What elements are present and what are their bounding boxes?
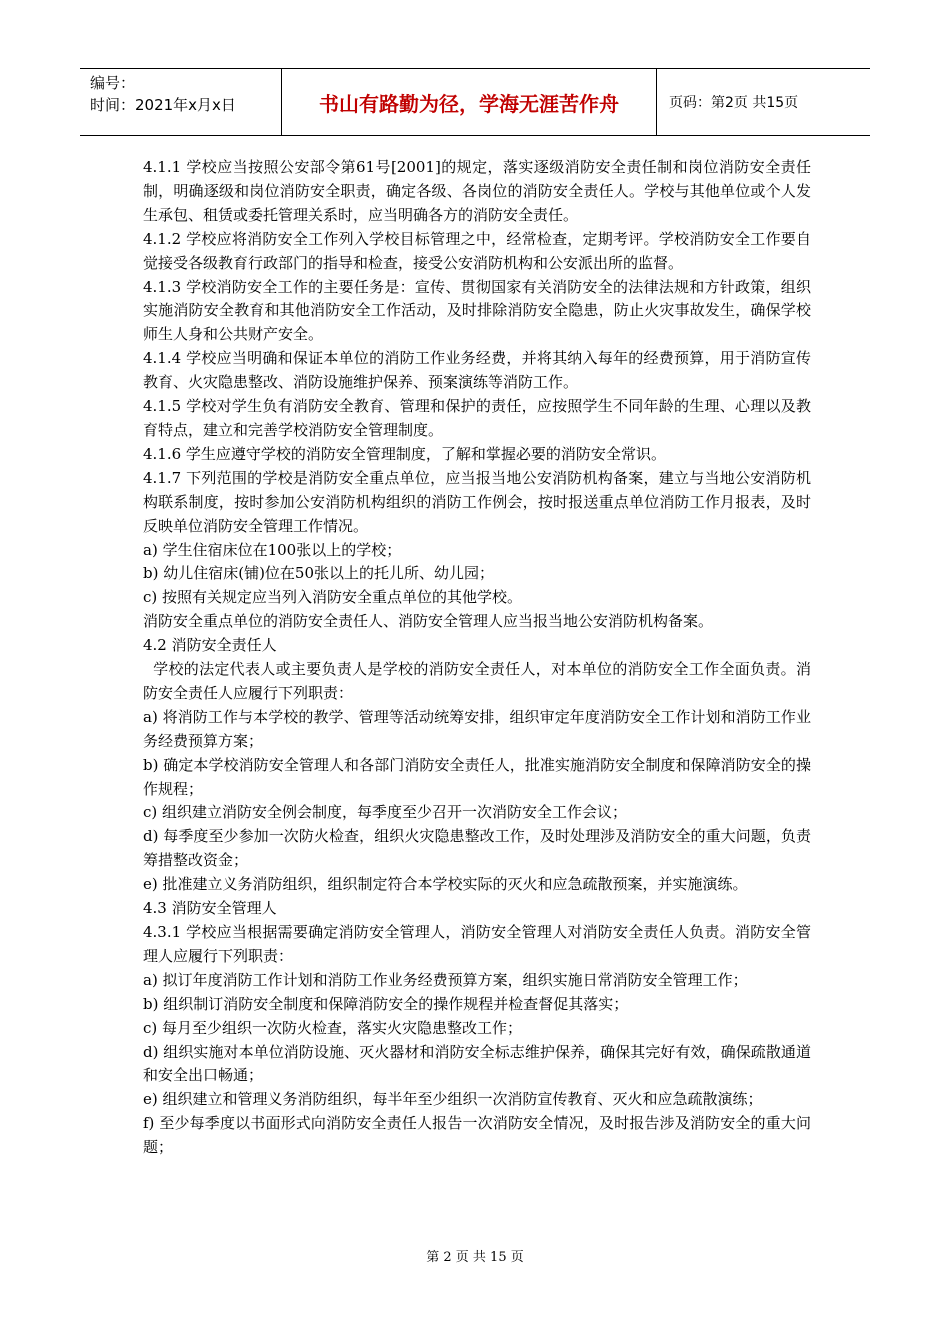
paragraph: 4.1.5 学校对学生负有消防安全教育、管理和保护的责任，应按照学生不同年龄的生理、心理以及教育特点，建立和完善学校消防安全管理制度。 [143, 397, 811, 439]
list-item: b) 确定本学校消防安全管理人和各部门消防安全责任人，批准实施消防安全制度和保障消防安全的操作规程； [143, 755, 811, 798]
paragraph: 4.1.2 学校应将消防安全工作列入学校目标管理之中，经常检查，定期考评。学校消防安全工作要自觉接受各级教育行政部门的指导和检查，接受公安消防机构和公安派出所的监督。 [143, 229, 811, 272]
list-item: a) 将消防工作与本学校的教学、管理等活动统筹安排，组织审定年度消防安全工作计划和消防工作业务经费预算方案； [143, 707, 811, 750]
list-item: c) 按照有关规定应当列入消防安全重点单位的其他学校。 [143, 588, 523, 607]
document-code-label: 编号： [90, 74, 136, 92]
list-item: e) 批准建立义务消防组织，组织制定符合本学校实际的灭火和应急疏散预案，并实施演练。 [143, 875, 748, 894]
paragraph: 消防安全重点单位的消防安全责任人、消防安全管理人应当报当地公安消防机构备案。 [143, 612, 714, 631]
page-header [80, 68, 870, 136]
list-item: d) 每季度至少参加一次防火检查，组织火灾隐患整改工作，及时处理涉及消防安全的重大问题，负责筹措整改资金； [143, 827, 811, 870]
list-item: c) 每月至少组织一次防火检查，落实火灾隐患整改工作； [143, 1018, 523, 1037]
list-item: a) 学生住宿床位在100张以上的学校； [143, 540, 402, 559]
section-heading: 4.3 消防安全管理人 [143, 899, 277, 918]
paragraph: 4.1.7 下列范围的学校是消防安全重点单位，应当报当地公安消防机构备案，建立与当地公安消防机构联系制度，按时参加公安消防机构组织的消防工作例会，按时报送重点单位消防工作月报表，及时反映单位消防安全管理工作情况。 [143, 468, 811, 535]
list-item: a) 拟订年度消防工作计划和消防工作业务经费预算方案，组织实施日常消防安全管理工作； [143, 970, 748, 989]
paragraph: 学校的法定代表人或主要负责人是学校的消防安全责任人，对本单位的消防安全工作全面负责。消防安全责任人应履行下列职责： [143, 660, 811, 702]
header-info-cell [80, 69, 282, 135]
document-date-label: 时间：2021年x月x日 [90, 96, 236, 114]
header-motto: 书山有路勤为径，学海无涯苦作舟 [282, 69, 657, 135]
list-item: e) 组织建立和管理义务消防组织，每半年至少组织一次消防宣传教育、灭火和应急疏散演练； [143, 1090, 763, 1109]
page-footer: 第 2 页 共 15 页 [426, 1250, 524, 1265]
list-item: b) 幼儿住宿床(铺)位在50张以上的托儿所、幼儿园； [143, 564, 495, 583]
section-heading: 4.2 消防安全责任人 [143, 636, 277, 655]
document-body [143, 156, 811, 1160]
paragraph: 4.1.4 学校应当明确和保证本单位的消防工作业务经费，并将其纳入每年的经费预算，用于消防宣传教育、火灾隐患整改、消防设施维护保养、预案演练等消防工作。 [143, 349, 811, 392]
list-item: b) 组织制订消防安全制度和保障消防安全的操作规程并检查督促其落实； [143, 994, 629, 1013]
paragraph: 4.1.3 学校消防安全工作的主要任务是：宣传、贯彻国家有关消防安全的法律法规和方针政策，组织实施消防安全教育和其他消防安全工作活动，及时排除消防安全隐患，防止火灾事故发生，确保学校师生人身和公共财产安全。 [143, 277, 811, 344]
paragraph: 4.3.1 学校应当根据需要确定消防安全管理人，消防安全管理人对消防安全责任人负责。消防安全管理人应履行下列职责： [143, 923, 811, 965]
paragraph: 4.1.1 学校应当按照公安部令第61号[2001]的规定，落实逐级消防安全责任制和岗位消防安全责任制，明确逐级和岗位消防安全职责，确定各级、各岗位的消防安全责任人。学校与其他单位或个人发生承包、租赁或委托管理关系时，应当明确各方的消防安全责任。 [143, 158, 811, 224]
header-page-info: 页码：第2页 共15页 [669, 95, 799, 111]
list-item: f) 至少每季度以书面形式向消防安全责任人报告一次消防安全情况，及时报告涉及消防安全的重大问题； [143, 1114, 811, 1157]
list-item: c) 组织建立消防安全例会制度，每季度至少召开一次消防安全工作会议； [143, 803, 628, 822]
list-item: d) 组织实施对本单位消防设施、灭火器材和消防安全标志维护保养，确保其完好有效，确保疏散通道和安全出口畅通； [143, 1042, 811, 1085]
paragraph: 4.1.6 学生应遵守学校的消防安全管理制度，了解和掌握必要的消防安全常识。 [143, 444, 666, 463]
